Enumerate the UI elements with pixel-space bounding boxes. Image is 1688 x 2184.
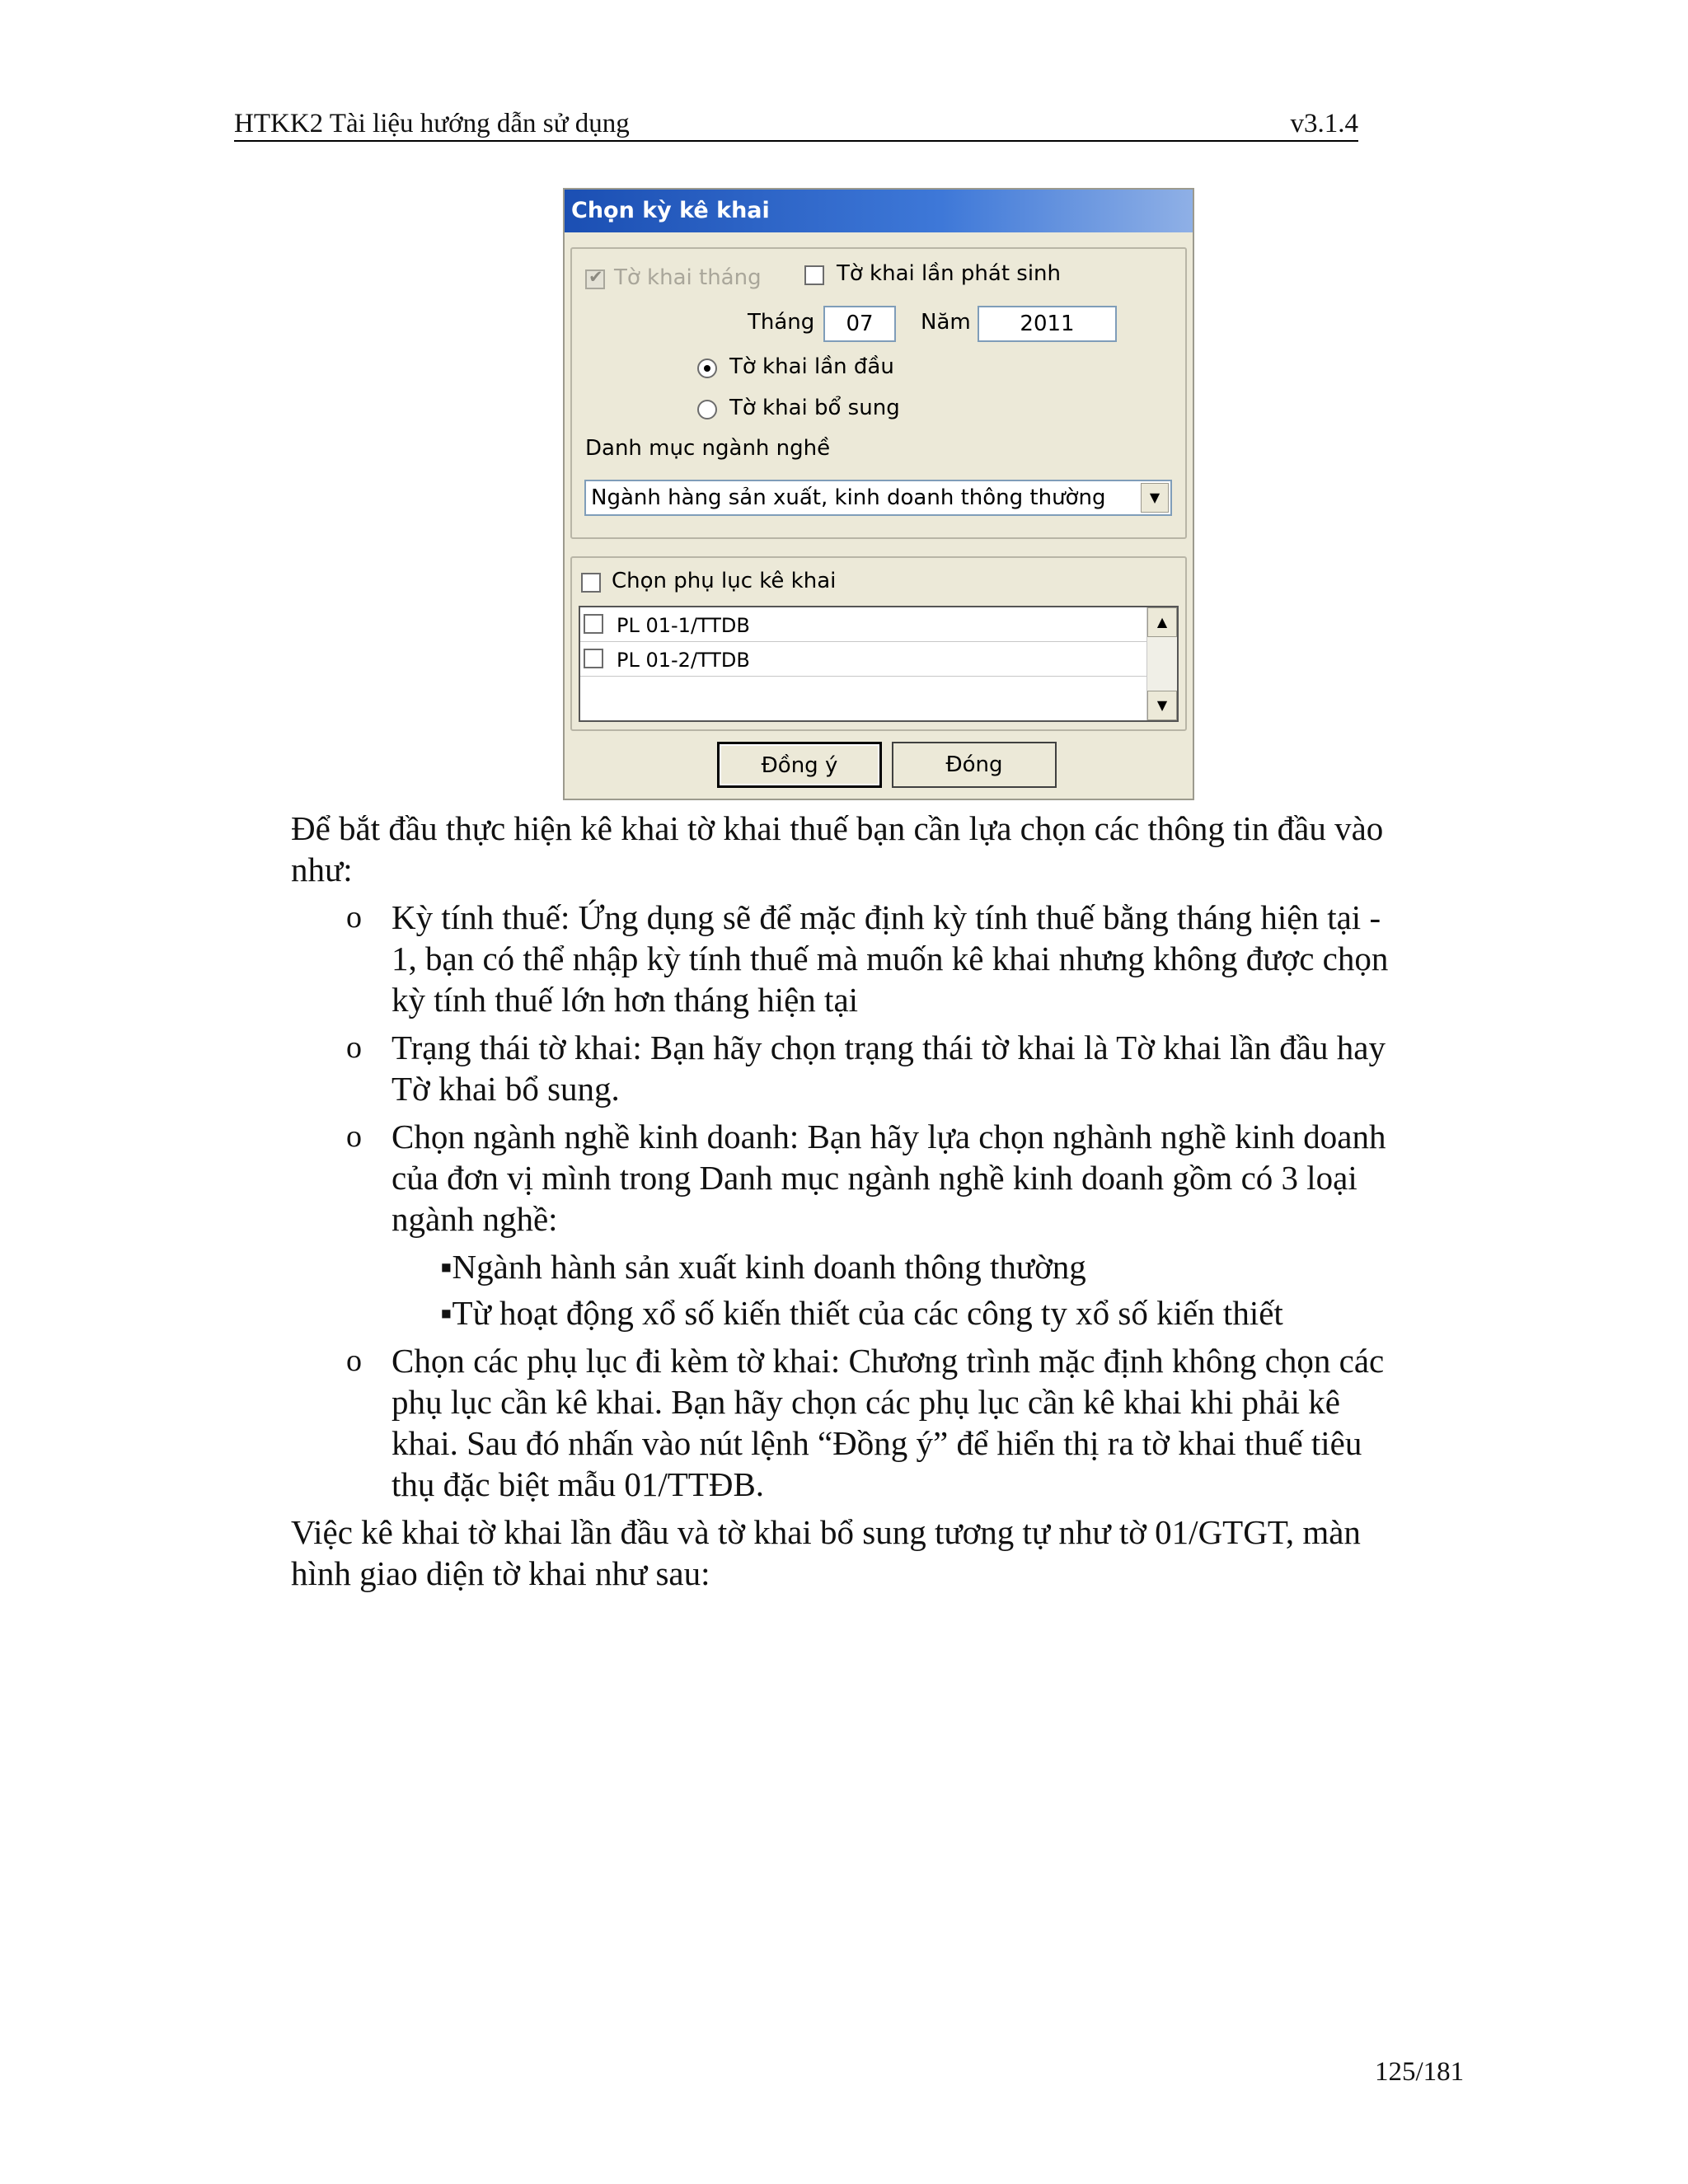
month-label: Tháng <box>748 310 815 335</box>
to-khai-thang-checkbox <box>585 269 605 289</box>
year-label: Năm <box>921 310 971 335</box>
bullet-line: ngành nghề: <box>392 1200 558 1238</box>
appendix-item-checkbox[interactable] <box>584 614 603 634</box>
intro-line: Để bắt đầu thực hiện kê khai tờ khai thuế bạn cần lựa chọn các thông tin đầu vào <box>291 809 1384 847</box>
document-title: HTKK2 Tài liệu hướng dẫn sử dụng <box>234 109 630 138</box>
year-input[interactable]: 2011 <box>978 306 1117 342</box>
radio-to-khai-bo-sung-label: Tờ khai bổ sung <box>729 396 900 420</box>
closing-line: Việc kê khai tờ khai lần đầu và tờ khai bổ sung tương tự như tờ 01/GTGT, màn <box>291 1513 1361 1551</box>
appendix-item-label: PL 01-2/TTDB <box>617 649 750 672</box>
bullet-marker: o <box>346 1343 362 1378</box>
industry-label: Danh mục ngành nghề <box>585 436 831 461</box>
to-khai-thang-label: Tờ khai tháng <box>614 265 762 290</box>
page-header <box>234 107 1358 142</box>
scroll-up-icon[interactable]: ▲ <box>1147 607 1177 637</box>
bullet-marker: o <box>346 1119 362 1154</box>
appendix-checkbox[interactable] <box>581 573 601 593</box>
to-khai-lan-phat-sinh-label: Tờ khai lần phát sinh <box>837 261 1062 286</box>
dialog-title: Chọn kỳ kê khai <box>565 190 1193 232</box>
industry-select[interactable] <box>584 480 1172 516</box>
page-number: 125/181 <box>1375 2057 1465 2087</box>
bullet-line: khai. Sau đó nhấn vào nút lệnh “Đồng ý” để hiển thị ra tờ khai thuế tiêu <box>392 1424 1362 1462</box>
to-khai-lan-phat-sinh-checkbox[interactable] <box>804 265 824 285</box>
period-selection-dialog <box>563 188 1194 800</box>
closing-line: hình giao diện tờ khai như sau: <box>291 1554 710 1592</box>
bullet-line: Chọn ngành nghề kinh doanh: Bạn hãy lựa chọn nghành nghề kinh doanh <box>392 1118 1386 1155</box>
vertical-scrollbar[interactable] <box>1146 607 1177 720</box>
industry-select-value: Ngành hàng sản xuất, kinh doanh thông thường <box>591 485 1106 510</box>
appendix-checkbox-label: Chọn phụ lục kê khai <box>612 569 837 593</box>
close-button[interactable]: Đóng <box>892 742 1057 788</box>
bullet-marker: o <box>346 900 362 935</box>
chevron-down-icon[interactable]: ▼ <box>1141 483 1169 513</box>
ok-button[interactable]: Đồng ý <box>717 742 882 788</box>
radio-to-khai-lan-dau[interactable] <box>697 359 717 378</box>
scroll-down-icon[interactable]: ▼ <box>1147 691 1177 720</box>
radio-to-khai-bo-sung[interactable] <box>697 400 717 419</box>
bullet-line: Tờ khai bổ sung. <box>392 1070 620 1108</box>
bullet-line: Chọn các phụ lục đi kèm tờ khai: Chương trình mặc định không chọn các <box>392 1342 1385 1380</box>
sub-bullet-line: ▪Từ hoạt động xổ số kiến thiết của các công ty xổ số kiến thiết <box>440 1294 1283 1332</box>
bullet-line: thụ đặc biệt mẫu 01/TTĐB. <box>392 1465 765 1503</box>
document-version: v3.1.4 <box>1290 109 1358 138</box>
appendix-list <box>579 606 1179 722</box>
radio-to-khai-lan-dau-label: Tờ khai lần đầu <box>729 354 894 379</box>
appendix-item-checkbox[interactable] <box>584 649 603 668</box>
intro-line: như: <box>291 851 353 888</box>
list-item[interactable] <box>580 642 1147 677</box>
list-item[interactable] <box>580 607 1147 642</box>
bullet-line: phụ lục cần kê khai. Bạn hãy chọn các phụ lục cần kê khai khi phải kê <box>392 1383 1341 1421</box>
bullet-marker: o <box>346 1030 362 1065</box>
appendix-item-label: PL 01-1/TTDB <box>617 614 750 637</box>
bullet-line: Kỳ tính thuế: Ứng dụng sẽ để mặc định kỳ tính thuế bằng tháng hiện tại - <box>392 898 1381 936</box>
month-input[interactable]: 07 <box>823 306 896 342</box>
sub-bullet-line: ▪Ngành hành sản xuất kinh doanh thông thường <box>440 1248 1086 1286</box>
bullet-line: Trạng thái tờ khai: Bạn hãy chọn trạng thái tờ khai là Tờ khai lần đầu hay <box>392 1029 1386 1066</box>
bullet-line: kỳ tính thuế lớn hơn tháng hiện tại <box>392 981 859 1019</box>
bullet-line: của đơn vị mình trong Danh mục ngành nghề kinh doanh gồm có 3 loại <box>392 1159 1357 1197</box>
bullet-line: 1, bạn có thể nhập kỳ tính thuế mà muốn kê khai nhưng không được chọn <box>392 940 1389 977</box>
